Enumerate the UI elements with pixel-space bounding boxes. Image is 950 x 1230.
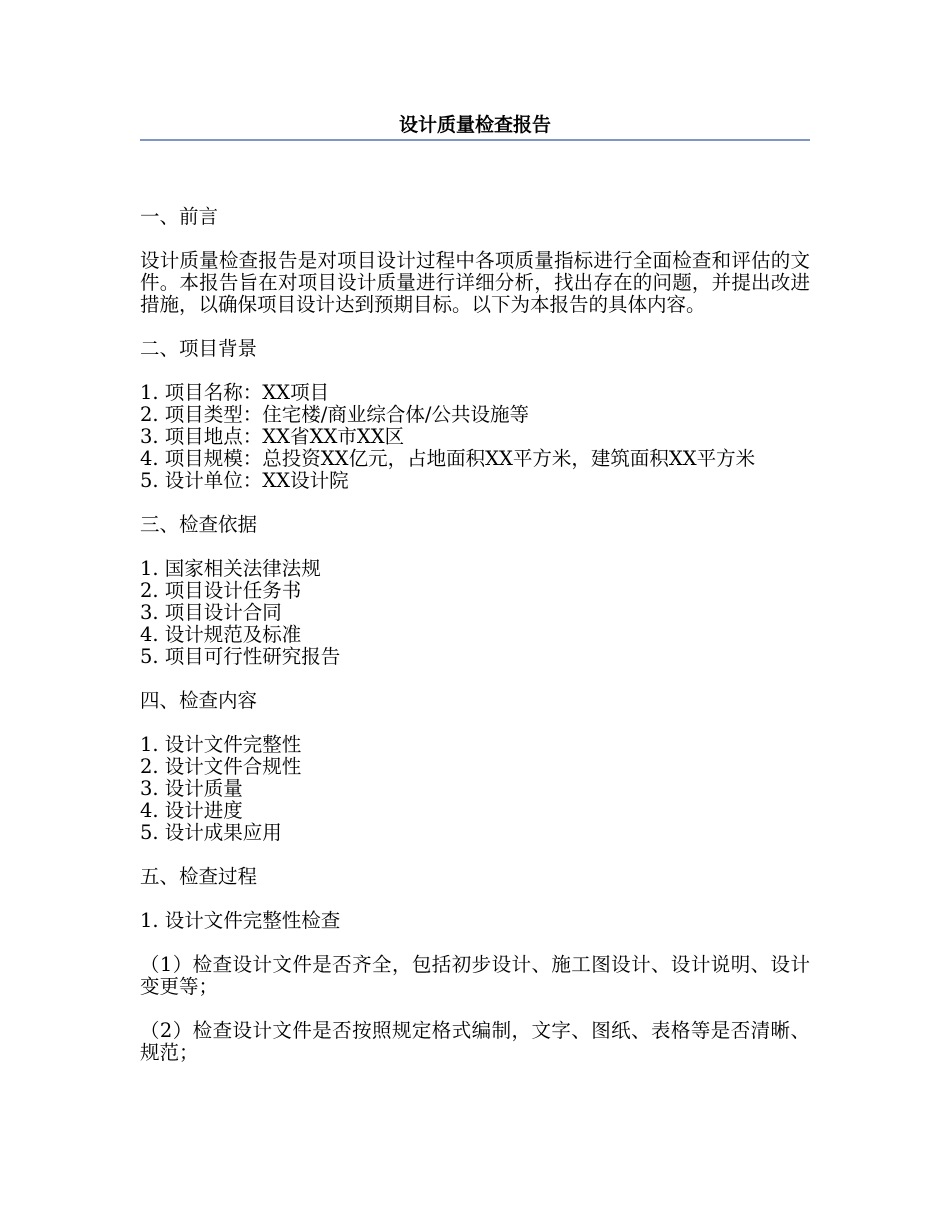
project-background-list [140, 382, 810, 492]
list-item: 2. 项目设计任务书 [140, 579, 302, 602]
list-item: 3. 项目设计合同 [140, 601, 282, 624]
title-underline [140, 139, 810, 141]
document-title: 设计质量检查报告 [398, 114, 551, 136]
list-item: 4. 设计规范及标准 [140, 623, 302, 646]
list-item: 5. 设计单位：XX设计院 [140, 469, 349, 492]
section-heading-project-background: 二、项目背景 [140, 337, 258, 360]
list-item: 5. 项目可行性研究报告 [140, 645, 341, 668]
process-paragraph: （1）检查设计文件是否齐全，包括初步设计、施工图设计、设计说明、设计变更等； [140, 953, 810, 998]
inspection-content-list [140, 734, 810, 844]
list-item: 4. 设计进度 [140, 799, 243, 822]
list-item: 4. 项目规模：总投资XX亿元，占地面积XX平方米，建筑面积XX平方米 [140, 447, 756, 470]
list-item: 3. 项目地点：XX省XX市XX区 [140, 425, 405, 448]
subsection-heading-completeness-check: 1. 设计文件完整性检查 [140, 909, 341, 932]
list-item: 5. 设计成果应用 [140, 821, 282, 844]
preface-paragraph: 设计质量检查报告是对项目设计过程中各项质量指标进行全面检查和评估的文件。本报告旨在对项目设计质量进行详细分析，找出存在的问题，并提出改进措施，以确保项目设计达到预期目标。以下为本报告的具体内容。 [140, 249, 810, 316]
list-item: 2. 项目类型：住宅楼/商业综合体/公共设施等 [140, 403, 529, 426]
section-heading-inspection-basis: 三、检查依据 [140, 513, 258, 536]
list-item: 1. 国家相关法律法规 [140, 557, 321, 580]
list-item: 1. 项目名称：XX项目 [140, 381, 330, 404]
section-heading-preface: 一、前言 [140, 205, 219, 228]
document-body [140, 206, 810, 1086]
inspection-basis-list [140, 558, 810, 668]
section-heading-inspection-content: 四、检查内容 [140, 689, 258, 712]
process-paragraph: （2）检查设计文件是否按照规定格式编制，文字、图纸、表格等是否清晰、规范； [140, 1019, 810, 1064]
list-item: 2. 设计文件合规性 [140, 755, 302, 778]
list-item: 1. 设计文件完整性 [140, 733, 302, 756]
section-heading-inspection-process: 五、检查过程 [140, 865, 258, 888]
list-item: 3. 设计质量 [140, 777, 243, 800]
